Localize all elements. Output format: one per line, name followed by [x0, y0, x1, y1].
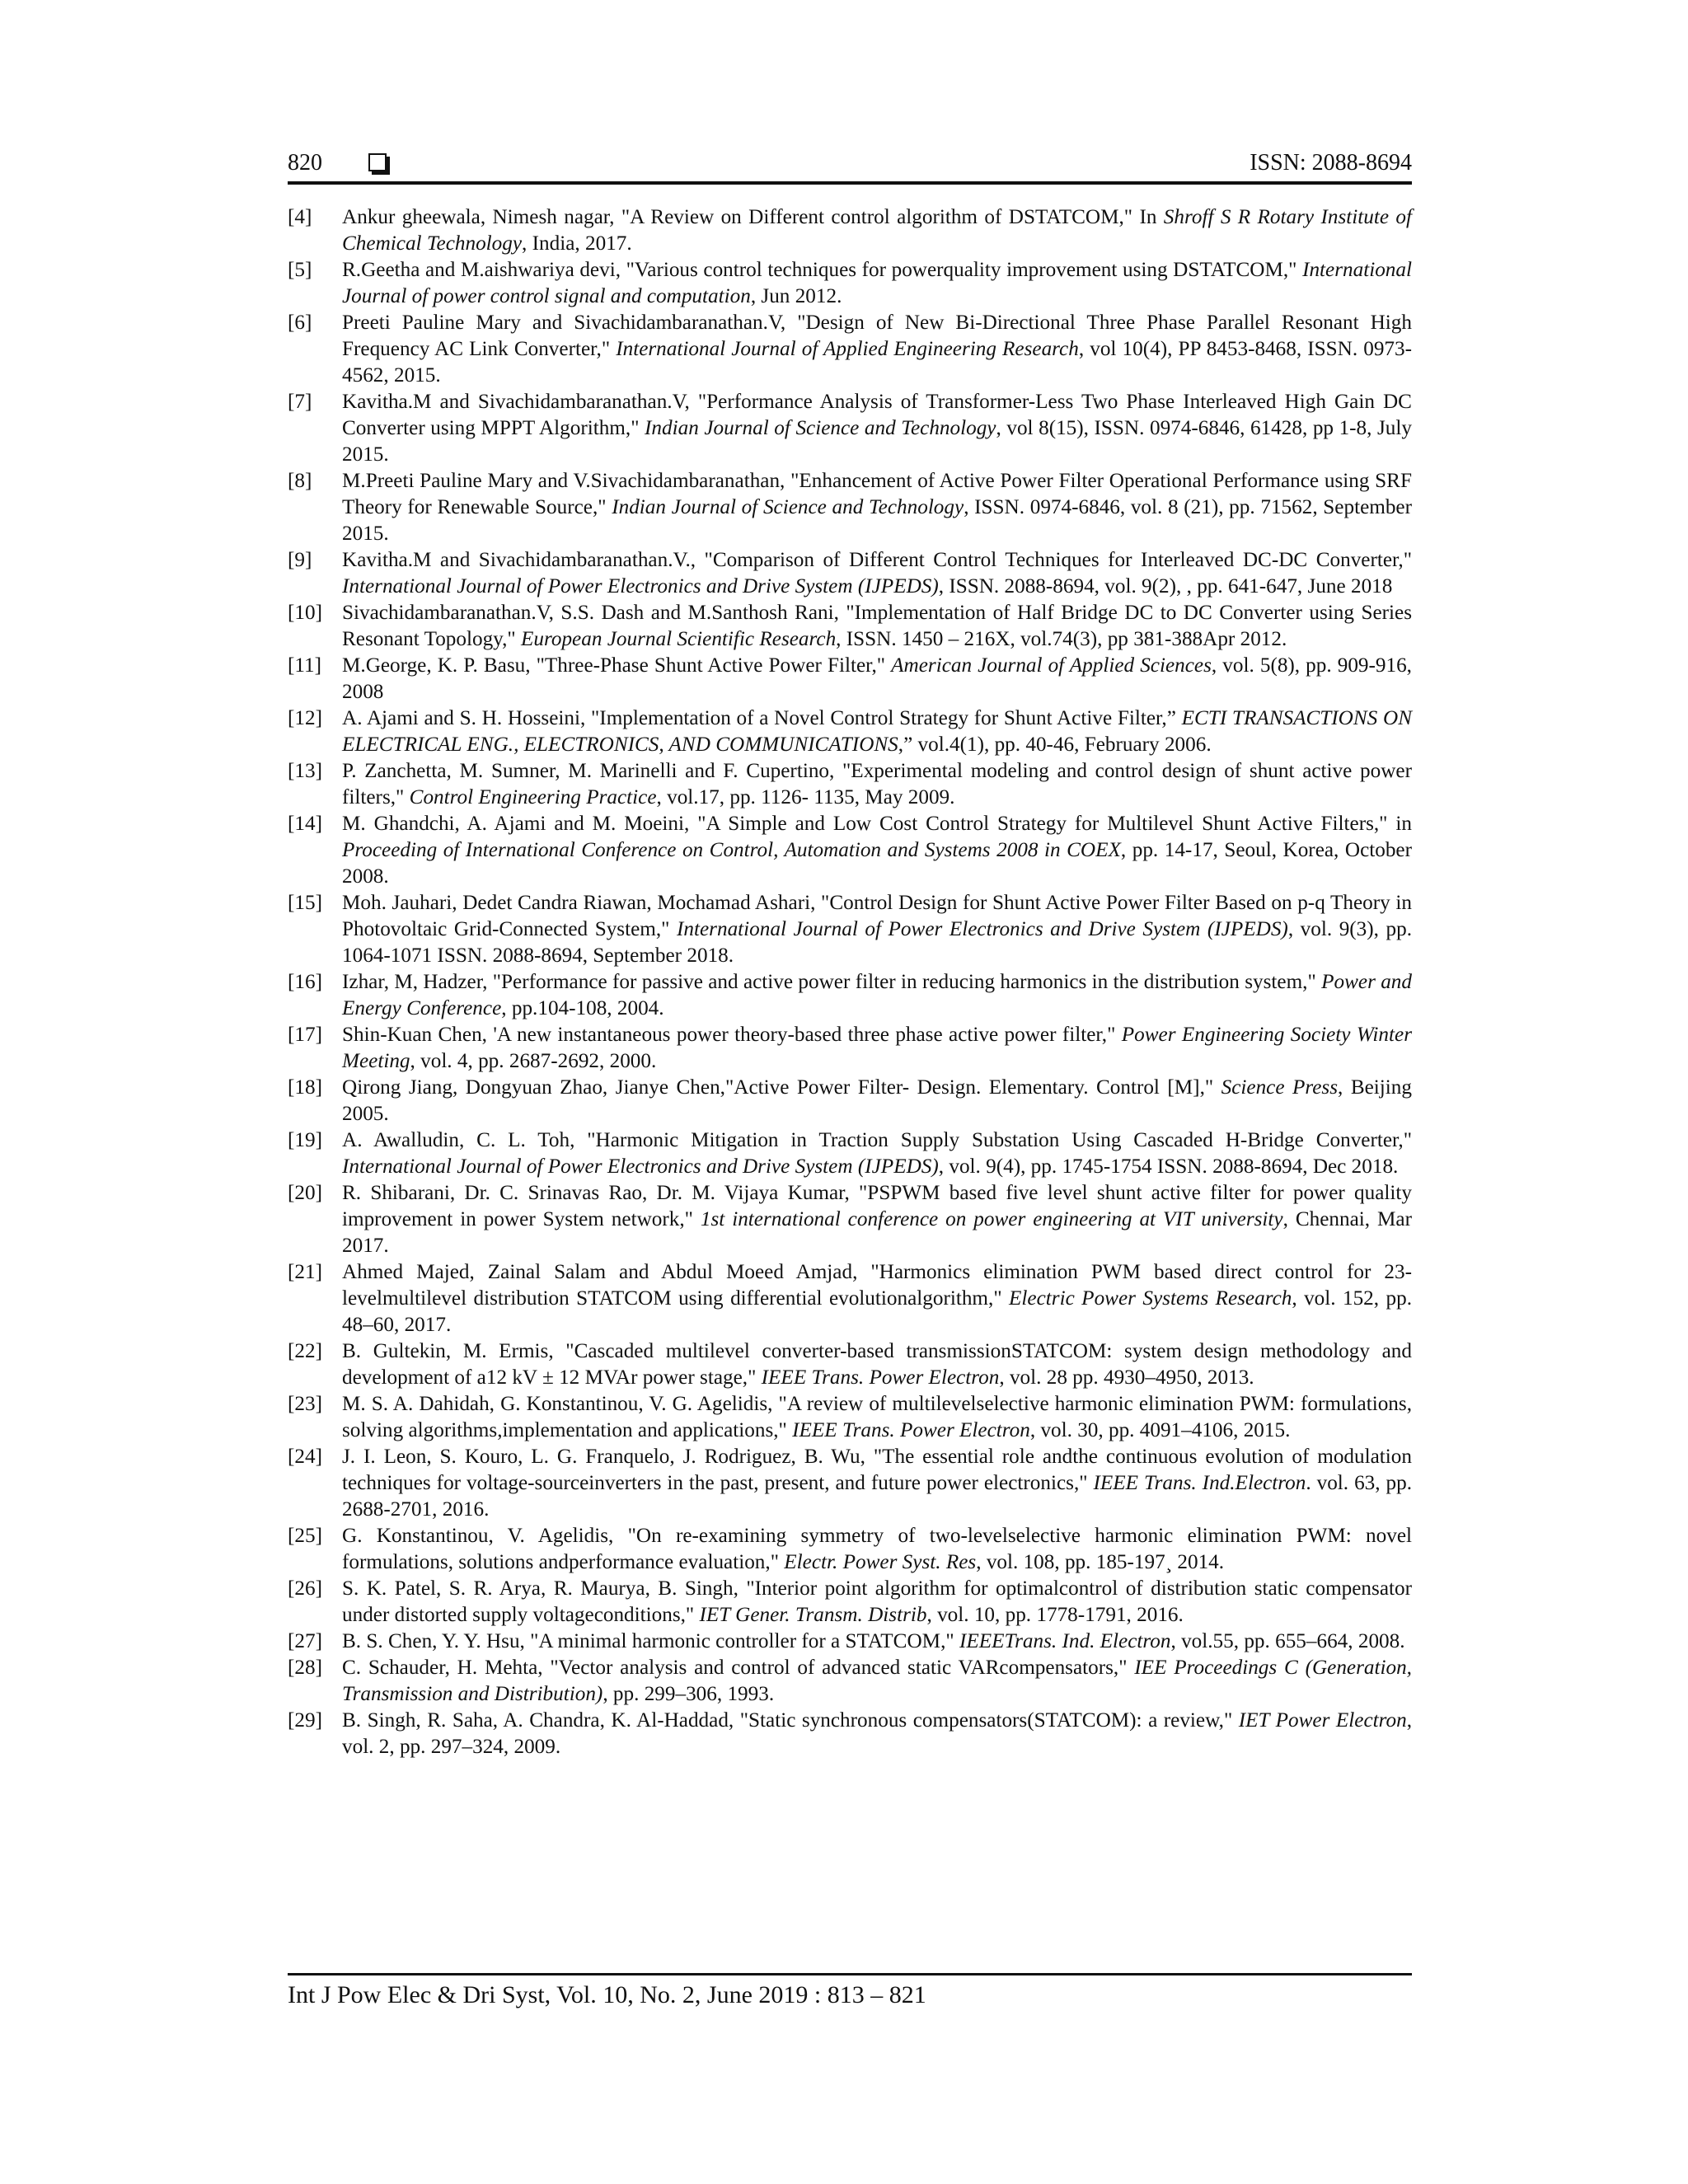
reference-text-segment: Moh. Jauhari, Dedet Candra Riawan, Mochamad Ashari, "Control Design for Shunt Active Power Filter Based on p-q Theory in Photovoltaic Grid-Connected System," — [342, 892, 1412, 940]
reference-number: [26] — [288, 1577, 322, 1600]
reference-text-segment: A. Awalludin, C. L. Toh, "Harmonic Mitigation in Traction Supply Substation Using Cascaded H-Bridge Converter," — [342, 1129, 1412, 1151]
reference-text — [342, 1391, 1412, 1444]
reference-text — [342, 600, 1412, 653]
reference-source-title: IEE Proceedings C (Generation, Transmission and Distribution) — [342, 1657, 1412, 1705]
reference-text-segment: , vol. 4, pp. 2687-2692, 2000. — [410, 1050, 657, 1072]
reference-text-segment: , ISSN. 0974-6846, vol. 8 (21), pp. 71562, September 2015. — [342, 496, 1412, 545]
reference-number: [12] — [288, 707, 322, 729]
reference-source-title: Power Engineering Society Winter Meeting — [342, 1024, 1412, 1072]
reference-text-segment: , vol.55, pp. 655–664, 2008. — [1170, 1630, 1405, 1652]
reference-text-segment: , pp.104-108, 2004. — [501, 997, 664, 1019]
reference-text-segment: , ISSN. 2088-8694, vol. 9(2), , pp. 641-647, June 2018 — [938, 575, 1393, 598]
reference-source-title: International Journal of Power Electronics and Drive System (IJPEDS) — [342, 1155, 939, 1178]
reference-text-segment: A. Ajami and S. H. Hosseini, "Implementation of a Novel Control Strategy for Shunt Active Filter,” — [342, 707, 1182, 729]
reference-text-segment: P. Zanchetta, M. Sumner, M. Marinelli and F. Cupertino, "Experimental modeling and control design of shunt active power filters," — [342, 760, 1412, 808]
reference-text-segment: , vol. 10, pp. 1778-1791, 2016. — [926, 1604, 1184, 1626]
header-rule — [288, 181, 1412, 185]
reference-item — [288, 1127, 1412, 1180]
page-footer: Int J Pow Elec & Dri Syst, Vol. 10, No. 2, June 2019 : 813 – 821 — [288, 1981, 926, 2008]
reference-number: [8] — [288, 470, 312, 492]
reference-text-segment: , vol.17, pp. 1126- 1135, May 2009. — [656, 786, 955, 808]
reference-source-title: International Journal of Power Electronics and Drive System (IJPEDS) — [677, 918, 1288, 940]
reference-text — [342, 468, 1412, 547]
reference-source-title: IEEE Trans. Power Electron — [792, 1419, 1030, 1441]
reference-item — [288, 1708, 1412, 1760]
reference-text — [342, 1075, 1412, 1127]
reference-source-title: Shroff S R Rotary Institute of Chemical Technology — [342, 206, 1412, 255]
reference-text-segment: Sivachidambaranathan.V, S.S. Dash and M.Santhosh Rani, "Implementation of Half Bridge DC to DC Converter using Series Resonant Topology," — [342, 602, 1412, 650]
reference-number: [27] — [288, 1630, 322, 1652]
reference-item — [288, 1629, 1412, 1655]
reference-text — [342, 1523, 1412, 1576]
reference-source-title: IEEE Trans. Ind.Electron — [1093, 1472, 1306, 1494]
reference-source-title: International Journal of Power Electronics and Drive System (IJPEDS) — [342, 575, 939, 598]
reference-item — [288, 1391, 1412, 1444]
square-bullet-icon — [368, 153, 387, 171]
reference-item — [288, 811, 1412, 890]
reference-text-segment: , vol. 2, pp. 297–324, 2009. — [342, 1709, 1413, 1758]
reference-text-segment: , vol. 108, pp. 185-197¸ 2014. — [976, 1551, 1225, 1573]
reference-text-segment: , vol. 152, pp. 48–60, 2017. — [342, 1287, 1412, 1336]
reference-source-title: IET Gener. Transm. Distrib — [699, 1604, 927, 1626]
reference-text-segment: J. I. Leon, S. Kouro, L. G. Franquelo, J. Rodriguez, B. Wu, "The essential role andthe continuous evolution of modulation techniques for voltage-sourceinverters in the past, present, and future power electronics," — [342, 1446, 1412, 1494]
reference-source-title: Science Press — [1221, 1076, 1339, 1099]
reference-item — [288, 600, 1412, 653]
reference-item — [288, 1259, 1412, 1338]
reference-text — [342, 969, 1412, 1022]
reference-number: [14] — [288, 813, 322, 835]
reference-source-title: Control Engineering Practice — [409, 786, 657, 808]
reference-text-segment: Shin-Kuan Chen, 'A new instantaneous power theory-based three phase active power filter," — [342, 1024, 1122, 1046]
reference-text-segment: Kavitha.M and Sivachidambaranathan.V, "Performance Analysis of Transformer-Less Two Phase Interleaved High Gain DC Converter using MPPT Algorithm," — [342, 391, 1412, 439]
reference-text-segment: Ankur gheewala, Nimesh nagar, "A Review on Different control algorithm of DSTATCOM," In — [342, 206, 1164, 228]
reference-text-segment: Kavitha.M and Sivachidambaranathan.V., "Comparison of Different Control Techniques for Interleaved DC-DC Converter," — [342, 549, 1412, 571]
reference-number: [17] — [288, 1024, 322, 1046]
reference-source-title: 1st international conference on power engineering at VIT university — [700, 1208, 1283, 1230]
reference-text — [342, 1629, 1412, 1655]
reference-text — [342, 653, 1412, 705]
reference-text-segment: C. Schauder, H. Mehta, "Vector analysis and control of advanced static VARcompensators," — [342, 1657, 1135, 1679]
reference-item — [288, 1180, 1412, 1259]
reference-text-segment: , Jun 2012. — [750, 285, 842, 307]
reference-item — [288, 890, 1412, 969]
reference-source-title: Indian Journal of Science and Technology — [645, 417, 996, 439]
page-header-left — [288, 150, 387, 176]
reference-source-title: Electric Power Systems Research — [1009, 1287, 1292, 1310]
reference-text-segment: , vol. 30, pp. 4091–4106, 2015. — [1029, 1419, 1291, 1441]
reference-text-segment: M.Preeti Pauline Mary and V.Sivachidambaranathan, "Enhancement of Active Power Filter Operational Performance using SRF Theory for Renewable Source," — [342, 470, 1412, 518]
reference-text — [342, 1180, 1412, 1259]
reference-item — [288, 1338, 1412, 1391]
reference-text-segment: , pp. 299–306, 1993. — [603, 1683, 775, 1705]
reference-number: [21] — [288, 1261, 322, 1283]
reference-number: [19] — [288, 1129, 322, 1151]
reference-text-segment: Qirong Jiang, Dongyuan Zhao, Jianye Chen,"Active Power Filter- Design. Elementary. Control [M]," — [342, 1076, 1221, 1099]
reference-text-segment: , vol 10(4), PP 8453-8468, ISSN. 0973-4562, 2015. — [342, 338, 1413, 387]
footer-rule — [288, 1973, 1412, 1975]
reference-source-title: American Journal of Applied Sciences — [891, 654, 1212, 677]
reference-text-segment: , vol. 9(4), pp. 1745-1754 ISSN. 2088-8694, Dec 2018. — [938, 1155, 1399, 1178]
reference-text-segment: , ISSN. 1450 – 216X, vol.74(3), pp 381-388Apr 2012. — [836, 628, 1287, 650]
reference-number: [4] — [288, 206, 312, 228]
reference-number: [23] — [288, 1393, 322, 1415]
reference-text — [342, 1338, 1412, 1391]
reference-number: [15] — [288, 892, 322, 914]
reference-text — [342, 758, 1412, 811]
reference-number: [7] — [288, 391, 312, 413]
reference-text-segment: B. S. Chen, Y. Y. Hsu, "A minimal harmonic controller for a STATCOM," — [342, 1630, 959, 1652]
reference-item — [288, 758, 1412, 811]
reference-source-title: International Journal of Applied Engineering Research — [616, 338, 1079, 360]
reference-text-segment: , vol. 28 pp. 4930–4950, 2013. — [999, 1366, 1254, 1389]
reference-text-segment: Izhar, M, Hadzer, "Performance for passive and active power filter in reducing harmonics in the distribution system," — [342, 971, 1322, 993]
reference-text — [342, 310, 1412, 389]
reference-text-segment: , vol. 9(3), pp. 1064-1071 ISSN. 2088-8694, September 2018. — [342, 918, 1412, 967]
reference-item — [288, 389, 1412, 468]
reference-text — [342, 204, 1412, 257]
reference-text — [342, 1127, 1412, 1180]
reference-text — [342, 389, 1412, 468]
reference-source-title: European Journal Scientific Research — [521, 628, 837, 650]
reference-number: [16] — [288, 971, 322, 993]
reference-item — [288, 653, 1412, 705]
reference-number: [18] — [288, 1076, 322, 1099]
reference-text — [342, 1655, 1412, 1708]
reference-item — [288, 468, 1412, 547]
reference-text-segment: M. Ghandchi, A. Ajami and M. Moeini, "A Simple and Low Cost Control Strategy for Multilevel Shunt Active Filters," in — [342, 813, 1412, 835]
reference-text-segment: Ahmed Majed, Zainal Salam and Abdul Moeed Amjad, "Harmonics elimination PWM based direct control for 23-levelmultilevel distribution STATCOM using differential evolutionalgorithm," — [342, 1261, 1412, 1310]
reference-source-title: Power and Energy Conference — [342, 971, 1412, 1019]
reference-item — [288, 204, 1412, 257]
reference-text-segment: . vol. 63, pp. 2688-2701, 2016. — [342, 1472, 1413, 1521]
reference-text-segment: , vol 8(15), ISSN. 0974-6846, 61428, pp 1-8, July 2015. — [342, 417, 1412, 466]
reference-number: [25] — [288, 1525, 322, 1547]
reference-item — [288, 310, 1412, 389]
page-header — [288, 145, 1412, 181]
reference-source-title: IET Power Electron — [1238, 1709, 1407, 1732]
reference-text — [342, 257, 1412, 310]
reference-item — [288, 547, 1412, 600]
page-number: 820 — [288, 150, 322, 176]
reference-number: [29] — [288, 1709, 322, 1732]
reference-text — [342, 890, 1412, 969]
reference-text-segment: , Chennai, Mar 2017. — [342, 1208, 1412, 1257]
reference-number: [22] — [288, 1340, 322, 1362]
reference-number: [13] — [288, 760, 322, 782]
reference-text-segment: R.Geetha and M.aishwariya devi, "Various control techniques for powerquality improvement using DSTATCOM," — [342, 259, 1303, 281]
reference-text-segment: B. Gultekin, M. Ermis, "Cascaded multilevel converter-based transmissionSTATCOM: system design methodology and development of a12 kV ± 12 MVAr power stage," — [342, 1340, 1412, 1389]
reference-source-title: Proceeding of International Conference on Control, Automation and Systems 2008 in COEX — [342, 839, 1121, 861]
reference-text-segment: Preeti Pauline Mary and Sivachidambaranathan.V, "Design of New Bi-Directional Three Phase Parallel Resonant High Frequency AC Link Converter," — [342, 312, 1412, 360]
reference-text — [342, 547, 1412, 600]
reference-item — [288, 969, 1412, 1022]
reference-number: [24] — [288, 1446, 322, 1468]
issn-label: ISSN: 2088-8694 — [1250, 150, 1412, 176]
reference-source-title: IEEETrans. Ind. Electron — [959, 1630, 1171, 1652]
reference-text-segment: , Beijing 2005. — [342, 1076, 1412, 1125]
reference-item — [288, 1075, 1412, 1127]
reference-source-title: Indian Journal of Science and Technology — [612, 496, 964, 518]
reference-text-segment: G. Konstantinou, V. Agelidis, "On re-examining symmetry of two-levelselective harmonic elimination PWM: novel formulations, solutions andperformance evaluation," — [342, 1525, 1412, 1573]
reference-text — [342, 1259, 1412, 1338]
reference-text-segment: , pp. 14-17, Seoul, Korea, October 2008. — [342, 839, 1412, 888]
reference-item — [288, 257, 1412, 310]
reference-number: [10] — [288, 602, 322, 624]
reference-item — [288, 1576, 1412, 1629]
reference-text — [342, 811, 1412, 890]
reference-number: [5] — [288, 259, 312, 281]
reference-text-segment: M. S. A. Dahidah, G. Konstantinou, V. G. Agelidis, "A review of multilevelselective harmonic elimination PWM: formulations, solving algorithms,implementation and applications," — [342, 1393, 1412, 1441]
reference-text — [342, 705, 1412, 758]
reference-text — [342, 1576, 1412, 1629]
reference-number: [11] — [288, 654, 322, 677]
reference-source-title: Electr. Power Syst. Res — [784, 1551, 977, 1573]
reference-text — [342, 1444, 1412, 1523]
reference-text-segment: B. Singh, R. Saha, A. Chandra, K. Al-Haddad, "Static synchronous compensators(STATCOM): a review," — [342, 1709, 1239, 1732]
reference-text-segment: M.George, K. P. Basu, "Three-Phase Shunt Active Power Filter," — [342, 654, 892, 677]
reference-item — [288, 1655, 1412, 1708]
reference-number: [6] — [288, 312, 312, 334]
reference-text-segment: ,” vol.4(1), pp. 40-46, February 2006. — [898, 733, 1212, 756]
reference-number: [9] — [288, 549, 312, 571]
reference-text-segment: S. K. Patel, S. R. Arya, R. Maurya, B. Singh, "Interior point algorithm for optimalcontrol of distribution static compensator under distorted supply voltageconditions," — [342, 1577, 1412, 1626]
reference-source-title: ECTI TRANSACTIONS ON ELECTRICAL ENG., ELECTRONICS, AND COMMUNICATIONS — [342, 707, 1412, 756]
reference-text — [342, 1708, 1412, 1760]
reference-source-title: IEEE Trans. Power Electron — [761, 1366, 1000, 1389]
reference-number: [20] — [288, 1182, 322, 1204]
reference-item — [288, 705, 1412, 758]
reference-item — [288, 1444, 1412, 1523]
reference-text-segment: , vol. 5(8), pp. 909-916, 2008 — [342, 654, 1412, 703]
reference-text — [342, 1022, 1412, 1075]
reference-item — [288, 1523, 1412, 1576]
reference-list — [288, 204, 1412, 1760]
reference-text-segment: R. Shibarani, Dr. C. Srinavas Rao, Dr. M. Vijaya Kumar, "PSPWM based five level shunt active filter for power quality improvement in power System network," — [342, 1182, 1412, 1230]
reference-item — [288, 1022, 1412, 1075]
reference-number: [28] — [288, 1657, 322, 1679]
reference-text-segment: , India, 2017. — [522, 232, 632, 255]
reference-source-title: International Journal of power control signal and computation — [342, 259, 1412, 307]
